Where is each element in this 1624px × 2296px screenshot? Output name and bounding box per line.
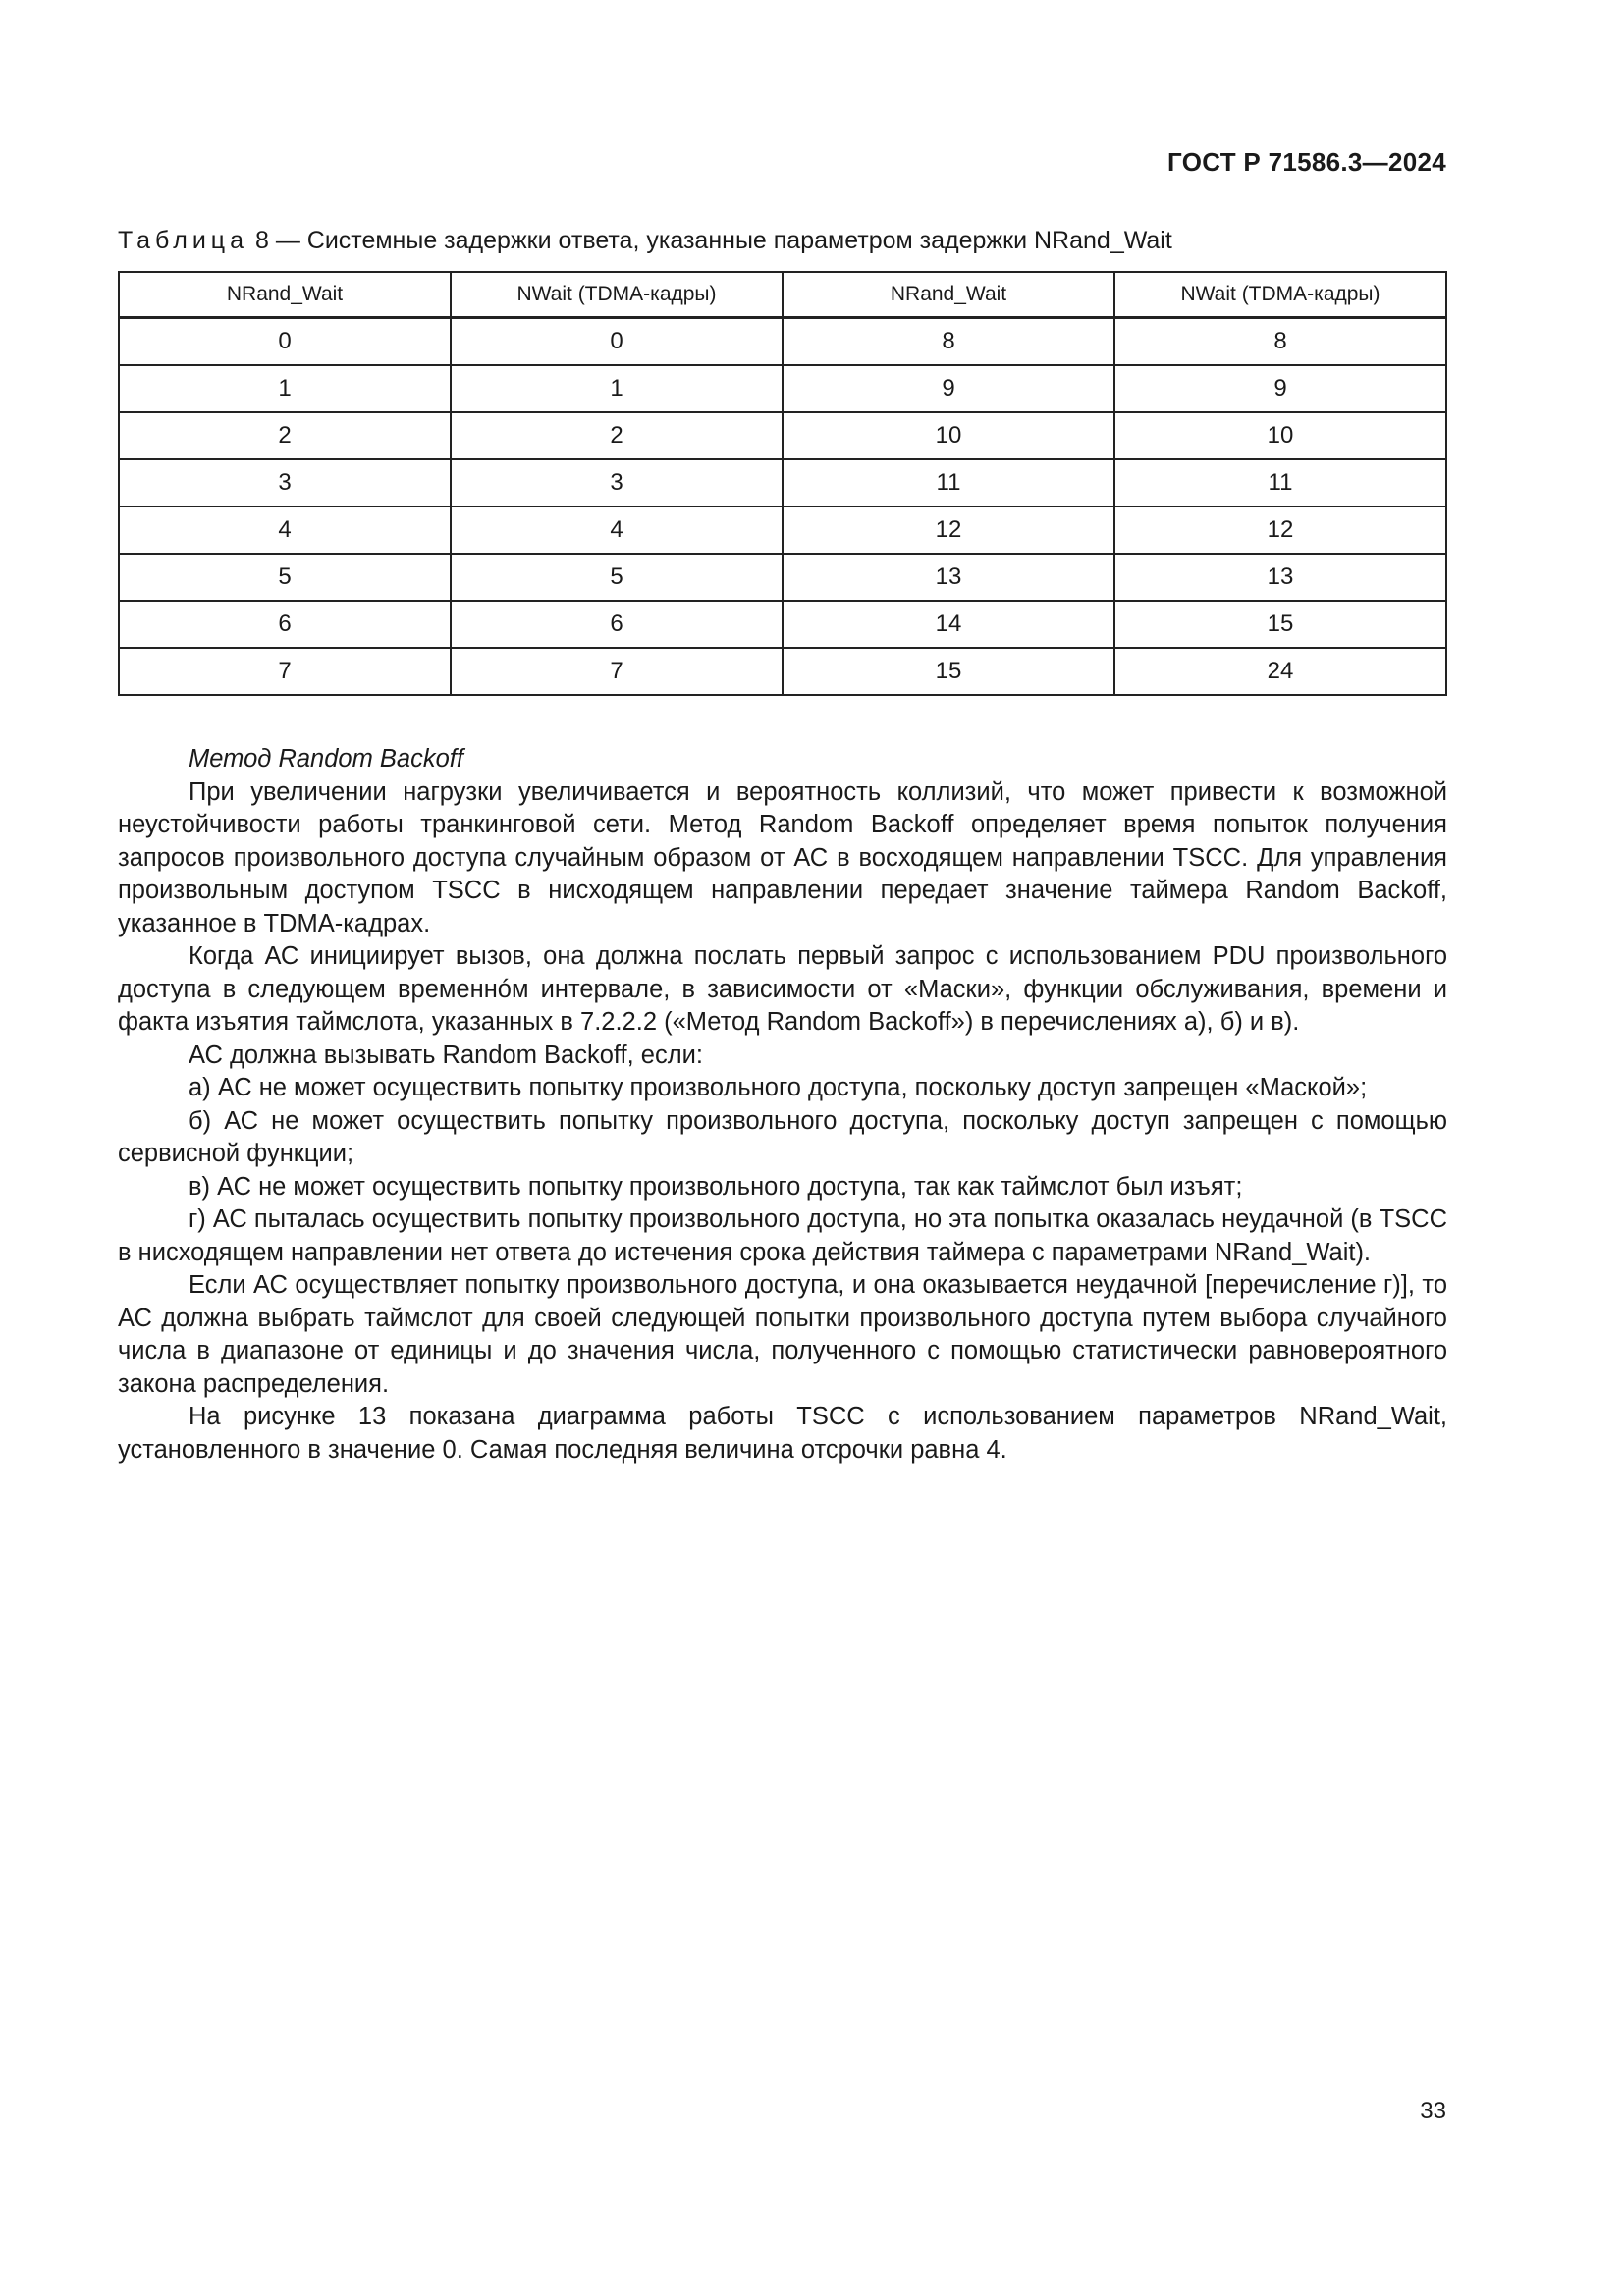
table-cell: 0 [119, 318, 451, 366]
header-cell: NRand_Wait [119, 272, 451, 318]
table-caption [118, 227, 1443, 255]
table-cell: 7 [451, 648, 783, 695]
table-cell: 10 [1114, 412, 1446, 459]
table-cell: 5 [119, 554, 451, 601]
table-cell: 7 [119, 648, 451, 695]
list-item: а) АС не может осуществить попытку произвольного доступа, поскольку доступ запрещен «Маской»; [189, 1074, 1368, 1101]
table-cell: 9 [783, 365, 1114, 412]
table-cell: 10 [783, 412, 1114, 459]
table-cell: 1 [451, 365, 783, 412]
list-item: б) АС не может осуществить попытку произвольного доступа, поскольку доступ запрещен с помощью сервисной функции; [118, 1106, 1447, 1167]
table-cell: 8 [1114, 318, 1446, 366]
table-cell: 12 [1114, 507, 1446, 554]
header-cell: NWait (TDMA-кадры) [1114, 272, 1446, 318]
table-row [119, 554, 1446, 601]
table-cell: 13 [783, 554, 1114, 601]
table-cell: 8 [783, 318, 1114, 366]
list-item: в) АС не может осуществить попытку произвольного доступа, так как таймслот был изъят; [189, 1172, 1243, 1201]
table-cell: 6 [451, 601, 783, 648]
paragraph: При увеличении нагрузки увеличивается и вероятность коллизий, что может привести к возможной неустойчивости работы транкинговой сети. Метод Random Backoff определяет время попыток получения запросов произвольного доступа случайным образом от АС в восходящем направлении TSCC. Для управления произвольным доступом TSCC в нисходящем направлении передает значение таймера Random Backoff, указанное в TDMA-кадрах. [118, 777, 1447, 937]
paragraph: АС должна вызывать Random Backoff, если: [189, 1041, 703, 1069]
page-number: 33 [1420, 2098, 1446, 2124]
list-item: г) АС пыталась осуществить попытку произвольного доступа, но эта попытка оказалась неудачной (в TSCC в нисходящем направлении нет ответа до истечения срока действия таймера с параметрами NRand_Wait). [118, 1205, 1447, 1266]
table-cell: 5 [451, 554, 783, 601]
table-cell: 12 [783, 507, 1114, 554]
header-cell: NRand_Wait [783, 272, 1114, 318]
table-cell: 4 [119, 507, 451, 554]
table-cell: 3 [119, 459, 451, 507]
table-cell: 15 [1114, 601, 1446, 648]
table-caption-prefix: Таблица [118, 227, 249, 254]
table-cell: 13 [1114, 554, 1446, 601]
table-cell: 11 [1114, 459, 1446, 507]
table-cell: 11 [783, 459, 1114, 507]
table-row [119, 507, 1446, 554]
table-caption-text: 8 — Системные задержки ответа, указанные параметром задержки NRand_Wait [248, 227, 1172, 254]
table-cell: 0 [451, 318, 783, 366]
table-row [119, 318, 1446, 366]
table-row [119, 412, 1446, 459]
table-header-row [119, 272, 1446, 318]
header-cell: NWait (TDMA-кадры) [451, 272, 783, 318]
document-code: ГОСТ Р 71586.3—2024 [1167, 147, 1446, 177]
table-cell: 2 [119, 412, 451, 459]
body-text [118, 743, 1447, 1467]
table-cell: 2 [451, 412, 783, 459]
delay-table [118, 271, 1447, 696]
paragraph: Если АС осуществляет попытку произвольного доступа, и она оказывается неудачной [перечисление г)], то АС должна выбрать таймслот для своей следующей попытки произвольного доступа путем выбора случайного числа в диапазоне от единицы и до значения числа, полученного с помощью статистически равновероятного закона распределения. [118, 1271, 1447, 1398]
section-heading: Метод Random Backoff [189, 745, 463, 773]
table-cell: 14 [783, 601, 1114, 648]
paragraph: На рисунке 13 показана диаграмма работы TSCC с использованием параметров NRand_Wait, установленного в значение 0. Самая последняя величина отсрочки равна 4. [118, 1403, 1447, 1464]
table-cell: 15 [783, 648, 1114, 695]
table-cell: 9 [1114, 365, 1446, 412]
table-cell: 3 [451, 459, 783, 507]
table-cell: 24 [1114, 648, 1446, 695]
table-row [119, 601, 1446, 648]
table-cell: 1 [119, 365, 451, 412]
table-cell: 4 [451, 507, 783, 554]
paragraph: Когда АС инициирует вызов, она должна послать первый запрос с использованием PDU произвольного доступа в следующем временнóм интервале, в зависимости от «Маски», функции обслуживания, времени и факта изъятия таймслота, указанных в 7.2.2.2 («Метод Random Backoff») в перечислениях а), б) и в). [118, 942, 1447, 1036]
table-cell: 6 [119, 601, 451, 648]
table-row [119, 648, 1446, 695]
table-row [119, 459, 1446, 507]
table-row [119, 365, 1446, 412]
